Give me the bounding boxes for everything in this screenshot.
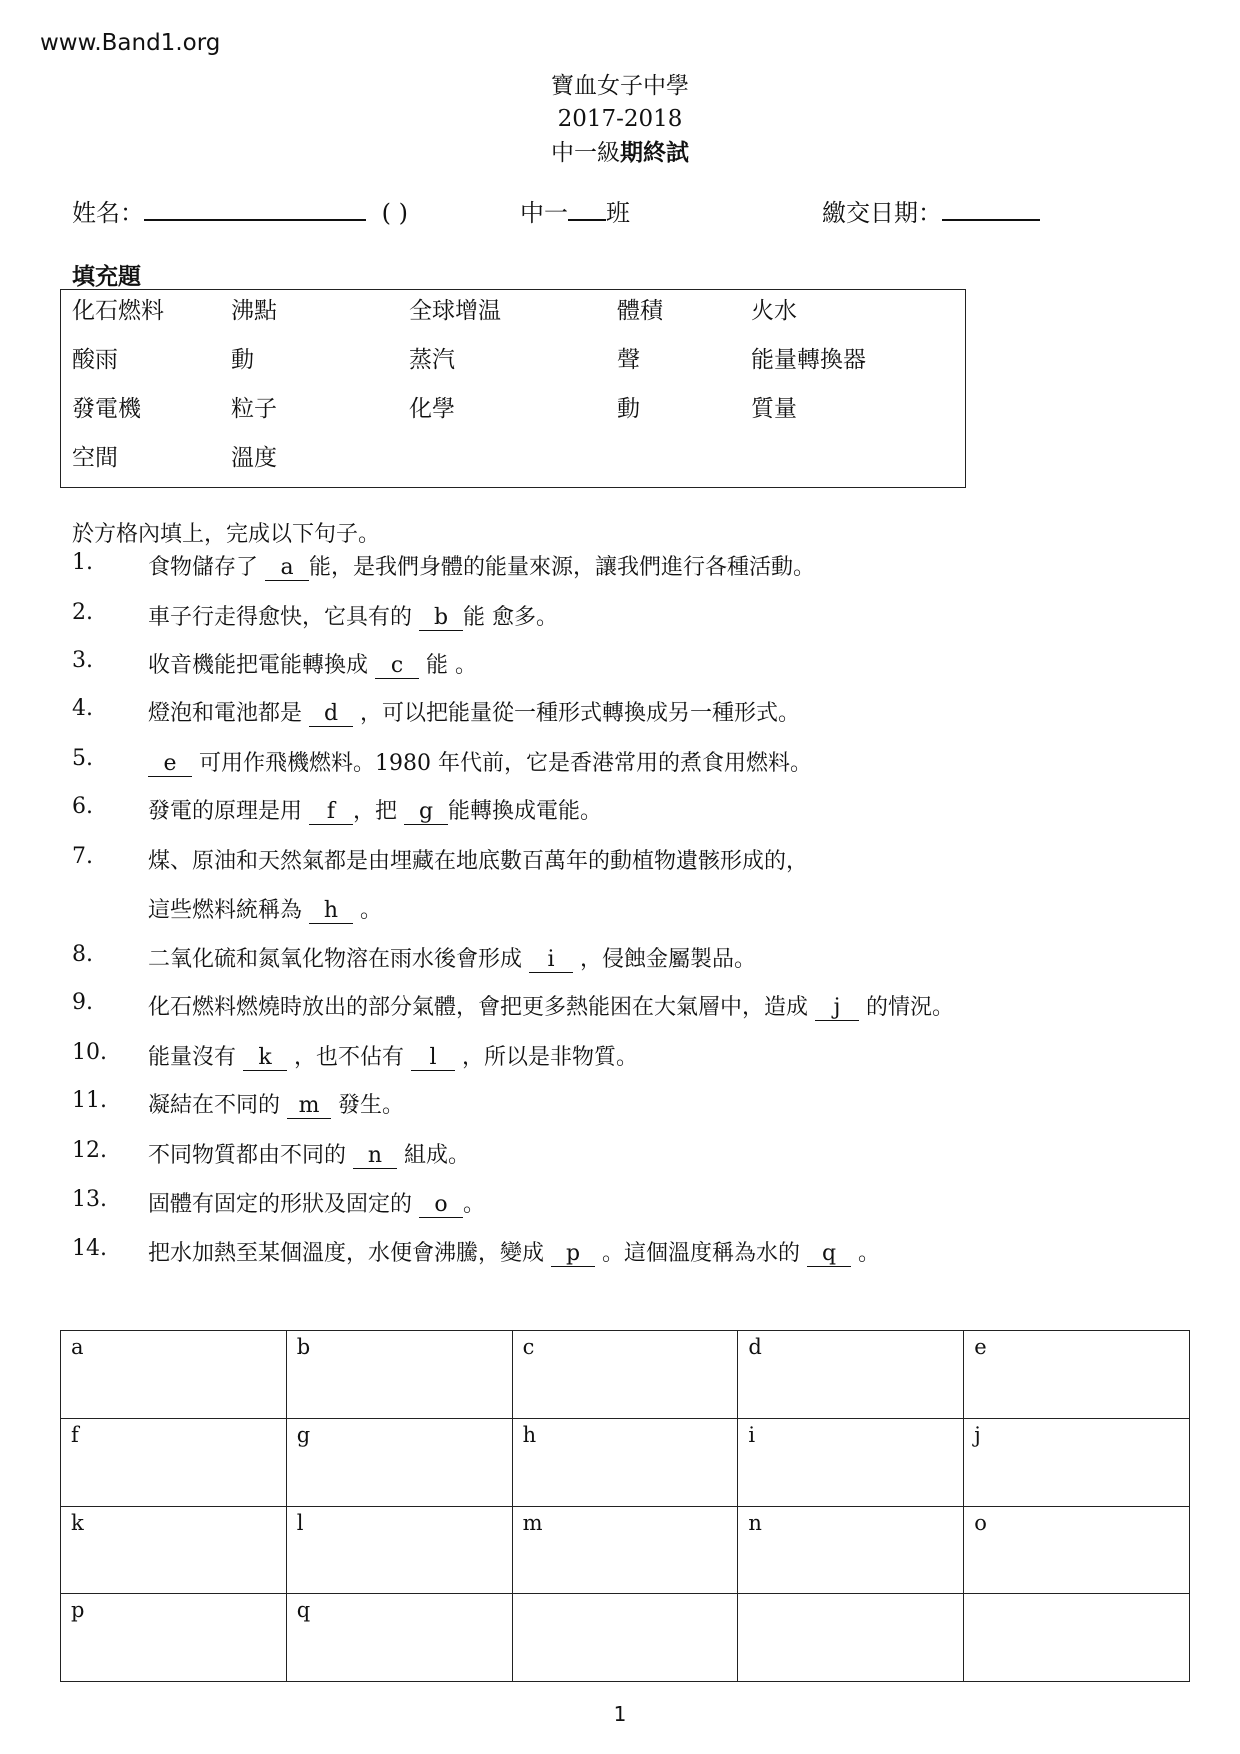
- question-text: [148, 942, 756, 973]
- question-fragment: 能，是我們身體的能量來源，讓我們進行各種活動。: [309, 555, 816, 580]
- question-fragment: 。: [463, 1192, 486, 1217]
- answer-blank[interactable]: p: [551, 1242, 595, 1267]
- question-text: [148, 746, 812, 777]
- answer-cell[interactable]: [512, 1594, 738, 1682]
- answer-blank[interactable]: m: [287, 1094, 331, 1119]
- word-bank-item: 全球增温: [409, 298, 501, 324]
- question-fragment: 。這個溫度稱為水的: [595, 1241, 807, 1266]
- question-fragment: 食物儲存了: [148, 555, 265, 580]
- answer-cell[interactable]: q: [286, 1594, 512, 1682]
- answer-blank[interactable]: k: [243, 1046, 287, 1071]
- question-text: [148, 1040, 638, 1071]
- question-fragment: ，可以把能量從一種形式轉換成另一種形式。: [353, 701, 800, 726]
- answer-blank[interactable]: b: [419, 606, 463, 631]
- question-number: 10.: [72, 1040, 107, 1065]
- header-year: 2017-2018: [557, 106, 683, 132]
- header-exam: [0, 136, 1240, 170]
- answer-blank[interactable]: f: [309, 800, 353, 825]
- answer-cell[interactable]: n: [738, 1506, 964, 1594]
- question-text: [148, 1187, 485, 1218]
- question-fragment: ，所以是非物質。: [455, 1045, 638, 1070]
- class-prefix: 中一: [520, 199, 568, 227]
- answer-cell[interactable]: j: [964, 1418, 1190, 1506]
- answer-cell[interactable]: h: [512, 1418, 738, 1506]
- header-form: 中一級: [551, 140, 620, 166]
- question-number: 11.: [72, 1088, 107, 1113]
- question-fragment: 組成。: [397, 1143, 470, 1168]
- word-bank-item: 動: [617, 396, 640, 422]
- question-fragment: 收音機能把電能轉換成: [148, 653, 375, 678]
- answer-blank[interactable]: q: [807, 1242, 851, 1267]
- question-text: [148, 1088, 404, 1119]
- word-bank-item: 化學: [409, 396, 455, 422]
- question-text: [148, 794, 602, 825]
- answer-cell[interactable]: [738, 1594, 964, 1682]
- question-fragment: 的情況。: [859, 995, 954, 1020]
- class-field[interactable]: [568, 195, 606, 221]
- date-line: [822, 193, 1040, 228]
- page-number: 1: [613, 1702, 627, 1726]
- answer-blank[interactable]: d: [309, 702, 353, 727]
- answer-blank[interactable]: e: [148, 752, 192, 777]
- question-text: [148, 1138, 470, 1169]
- watermark: www.Band1.org: [40, 30, 221, 56]
- answer-blank[interactable]: l: [411, 1046, 455, 1071]
- answer-cell[interactable]: p: [61, 1594, 287, 1682]
- question-fragment: ，把: [353, 799, 404, 824]
- word-bank-item: 發電機: [72, 396, 141, 422]
- question-fragment: 車子行走得愈快，它具有的: [148, 605, 419, 630]
- answer-cell[interactable]: o: [964, 1506, 1190, 1594]
- question-number: 9.: [72, 990, 93, 1015]
- word-bank-item: 火水: [751, 298, 797, 324]
- word-bank-item: 沸點: [231, 298, 277, 324]
- question-number: 1.: [72, 550, 93, 575]
- answer-blank[interactable]: c: [375, 654, 419, 679]
- answer-blank[interactable]: g: [404, 800, 448, 825]
- question-number: 7.: [72, 844, 93, 869]
- answer-cell[interactable]: d: [738, 1331, 964, 1419]
- answer-blank[interactable]: h: [309, 899, 353, 924]
- question-text: [148, 696, 800, 727]
- answer-cell[interactable]: [964, 1594, 1190, 1682]
- answer-cell[interactable]: b: [286, 1331, 512, 1419]
- name-label: 姓名：: [72, 199, 144, 227]
- question-fragment: 這些燃料統稱為: [148, 898, 309, 923]
- header-exam-name: 期終試: [620, 139, 689, 166]
- word-bank-item: 蒸汽: [409, 347, 455, 373]
- name-field[interactable]: [144, 195, 366, 221]
- name-line: [72, 193, 408, 228]
- instruction: 於方格內填上，完成以下句子。: [72, 522, 381, 547]
- answer-cell[interactable]: f: [61, 1418, 287, 1506]
- question-number: 8.: [72, 942, 93, 967]
- answer-cell[interactable]: l: [286, 1506, 512, 1594]
- word-bank-item: 粒子: [231, 396, 277, 422]
- question-fragment: 凝結在不同的: [148, 1093, 287, 1118]
- question-text: [148, 648, 477, 679]
- answer-blank[interactable]: o: [419, 1193, 463, 1218]
- answer-cell[interactable]: e: [964, 1331, 1190, 1419]
- question-fragment: 可用作飛機燃料。1980 年代前，它是香港常用的煮食用燃料。: [192, 751, 812, 776]
- question-text: [148, 990, 954, 1021]
- section-title: 填充題: [72, 263, 141, 290]
- question-fragment: 燈泡和電池都是: [148, 701, 309, 726]
- date-field[interactable]: [942, 195, 1040, 221]
- question-fragment: 能轉換成電能。: [448, 799, 603, 824]
- question-fragment: 二氧化硫和氮氧化物溶在雨水後會形成: [148, 947, 529, 972]
- word-bank-item: 質量: [751, 396, 797, 422]
- answer-cell[interactable]: m: [512, 1506, 738, 1594]
- answer-blank[interactable]: n: [353, 1144, 397, 1169]
- question-number: 5.: [72, 746, 93, 771]
- word-bank-item: 化石燃料: [72, 298, 164, 324]
- answer-blank[interactable]: j: [815, 996, 859, 1021]
- question-number: 14.: [72, 1236, 107, 1261]
- question-fragment: 發生。: [331, 1093, 404, 1118]
- question-text: [148, 600, 558, 631]
- header-school: 寶血女子中學: [551, 73, 689, 99]
- class-number-field[interactable]: ( ): [381, 199, 408, 227]
- question-text: [148, 893, 382, 924]
- question-text: [148, 550, 815, 581]
- question-fragment: 能量沒有: [148, 1045, 243, 1070]
- date-label: 繳交日期：: [822, 199, 942, 227]
- question-text: [148, 1236, 880, 1267]
- word-bank-item: 體積: [617, 298, 663, 324]
- word-bank: [60, 289, 966, 488]
- answer-cell[interactable]: i: [738, 1418, 964, 1506]
- question-fragment: ，也不佔有: [287, 1045, 411, 1070]
- answer-cell[interactable]: g: [286, 1418, 512, 1506]
- question-fragment: 能 。: [419, 653, 477, 678]
- answer-cell[interactable]: c: [512, 1331, 738, 1419]
- answer-cell[interactable]: k: [61, 1506, 287, 1594]
- question-number: 3.: [72, 648, 93, 673]
- question-number: 6.: [72, 794, 93, 819]
- word-bank-item: 空間: [72, 445, 118, 471]
- class-suffix: 班: [606, 199, 630, 227]
- question-fragment: ，侵蝕金屬製品。: [573, 947, 756, 972]
- answer-grid: [60, 1330, 1190, 1682]
- answer-cell[interactable]: a: [61, 1331, 287, 1419]
- word-bank-item: 能量轉換器: [751, 347, 866, 373]
- question-fragment: 能 愈多。: [463, 605, 558, 630]
- word-bank-item: 溫度: [231, 445, 277, 471]
- question-number: 13.: [72, 1187, 107, 1212]
- question-fragment: 煤、原油和天然氣都是由埋藏在地底數百萬年的動植物遺骸形成的，: [148, 849, 809, 874]
- word-bank-item: 酸雨: [72, 347, 118, 373]
- question-number: 12.: [72, 1138, 107, 1163]
- question-fragment: 固體有固定的形狀及固定的: [148, 1192, 419, 1217]
- question-text: [148, 844, 808, 875]
- answer-blank[interactable]: i: [529, 948, 573, 973]
- question-fragment: 不同物質都由不同的: [148, 1143, 353, 1168]
- word-bank-item: 聲: [617, 347, 640, 373]
- word-bank-item: 動: [231, 347, 254, 373]
- question-fragment: 化石燃料燃燒時放出的部分氣體，會把更多熱能困在大氣層中，造成: [148, 995, 815, 1020]
- question-number: 4.: [72, 696, 93, 721]
- question-fragment: 。: [353, 898, 382, 923]
- class-line: [520, 193, 630, 228]
- question-fragment: 。: [851, 1241, 880, 1266]
- question-number: 2.: [72, 600, 93, 625]
- question-fragment: 發電的原理是用: [148, 799, 309, 824]
- answer-blank[interactable]: a: [265, 556, 309, 581]
- question-fragment: 把水加熱至某個溫度，水便會沸騰，變成: [148, 1241, 551, 1266]
